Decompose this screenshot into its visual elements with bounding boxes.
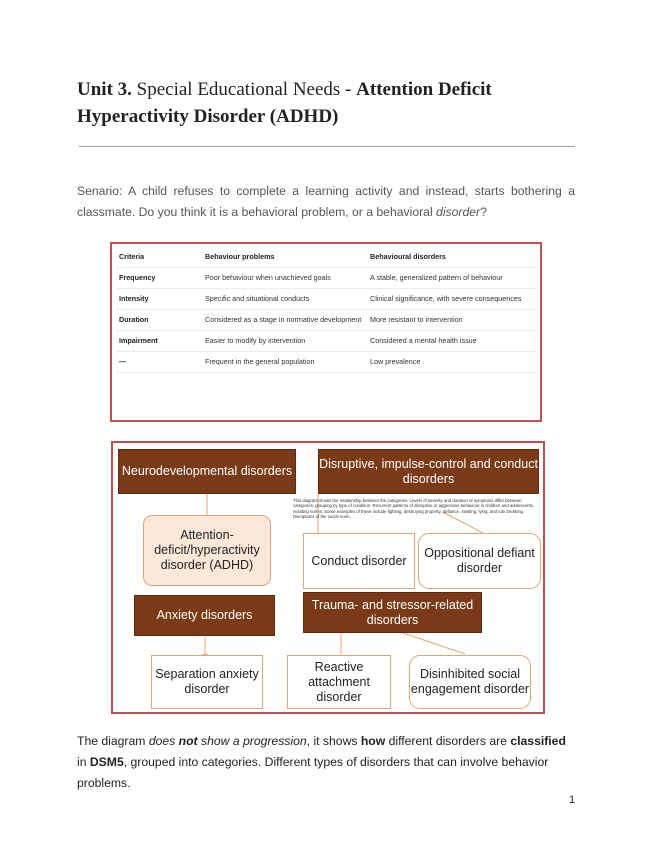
diagram-footnote: This diagram shows the relationship between the categories. Levels of severity and duration of symptoms differ between categories; grouping by type of condition. Recurrent patterns of disruptive or aggressive behaviour in children and adolescents, violating norms. Some examples of these include fighting, destroying property, defiance, stealing, lying, and rule breaking. Disruptions of the social norm.: [293, 498, 535, 520]
box-oppositional-defiant: Oppositional defiant disorder: [418, 533, 541, 589]
table-cell: Impairment: [116, 331, 202, 352]
criteria-table: [116, 248, 536, 373]
page-title: [77, 76, 597, 130]
table-cell: Frequency: [116, 268, 202, 289]
box-disruptive: Disruptive, impulse-control and conduct disorders: [318, 449, 539, 494]
title-divider: [79, 146, 575, 147]
title-emphasis: Attention Deficit Hyperactivity Disorder (ADHD): [77, 79, 492, 127]
box-separation-anxiety: Separation anxiety disorder: [151, 655, 263, 709]
table-cell: A stable, generalized pattern of behaviour: [367, 268, 536, 289]
table-cell: Poor behaviour when unachieved goals: [202, 268, 367, 289]
caption-bold: DSM5: [89, 755, 124, 769]
scenario-paragraph: [77, 181, 575, 223]
table-cell: —: [116, 352, 202, 373]
box-adhd: Attention-deficit/hyperactivity disorder (ADHD): [143, 515, 271, 586]
caption-bold-italic: not: [178, 734, 198, 748]
diagram-caption: [77, 731, 575, 794]
scenario-text: Senario: A child refuses to complete a learning activity and instead, starts bothering a classmate. Do you think it is a behavioral problem, or a behavioral: [77, 184, 575, 219]
table-row: [116, 331, 536, 352]
table-cell: Easier to modify by intervention: [202, 331, 367, 352]
caption-text: , it shows: [306, 734, 361, 748]
criteria-table-figure: [110, 242, 542, 422]
table-cell: Intensity: [116, 289, 202, 310]
box-reactive-attachment: Reactive attachment disorder: [287, 655, 391, 709]
box-disinhibited-social: Disinhibited social engagement disorder: [409, 655, 531, 709]
table-cell: Clinical significance, with severe consequences: [367, 289, 536, 310]
page-number: 1: [569, 794, 576, 806]
caption-bold: classified: [510, 734, 566, 748]
title-topic: Special Educational Needs -: [131, 79, 357, 100]
box-anxiety-disorders: Anxiety disorders: [134, 595, 275, 636]
caption-text: , grouped into categories. Different types of disorders that can involve behavior problems.: [77, 755, 549, 790]
dsm5-classification-diagram: [111, 441, 545, 714]
table-row: [116, 268, 536, 289]
box-trauma-stressor: Trauma- and stressor-related disorders: [303, 592, 482, 633]
scenario-end: ?: [480, 205, 487, 219]
caption-text: in: [77, 755, 90, 769]
title-unit: Unit 3.: [77, 79, 132, 100]
caption-italic: show a progression: [197, 734, 307, 748]
header-criteria: Criteria: [116, 248, 202, 268]
table-cell: Low prevalence: [367, 352, 536, 373]
caption-bold: how: [360, 734, 386, 748]
caption-text: different disorders are: [385, 734, 511, 748]
table-cell: More resistant to intervention: [367, 310, 536, 331]
header-behaviour-problems: Behaviour problems: [202, 248, 367, 268]
connector-trauma-disinhibited: [403, 633, 465, 654]
box-conduct-disorder: Conduct disorder: [303, 533, 415, 589]
table-cell: Specific and situational conducts: [202, 289, 367, 310]
table-header-row: [116, 248, 536, 268]
table-cell: Duration: [116, 310, 202, 331]
table-row: [116, 352, 536, 373]
table-cell: Considered as a stage in normative development: [202, 310, 367, 331]
box-neurodevelopmental: Neurodevelopmental disorders: [118, 449, 296, 494]
caption-text: The diagram: [77, 734, 149, 748]
table-row: [116, 289, 536, 310]
table-cell: Considered a mental health issue: [367, 331, 536, 352]
table-row: [116, 310, 536, 331]
caption-italic: does: [148, 734, 179, 748]
header-behavioural-disorders: Behavioural disorders: [367, 248, 536, 268]
table-cell: Frequent in the general population: [202, 352, 367, 373]
scenario-emphasis: disorder: [436, 205, 481, 219]
